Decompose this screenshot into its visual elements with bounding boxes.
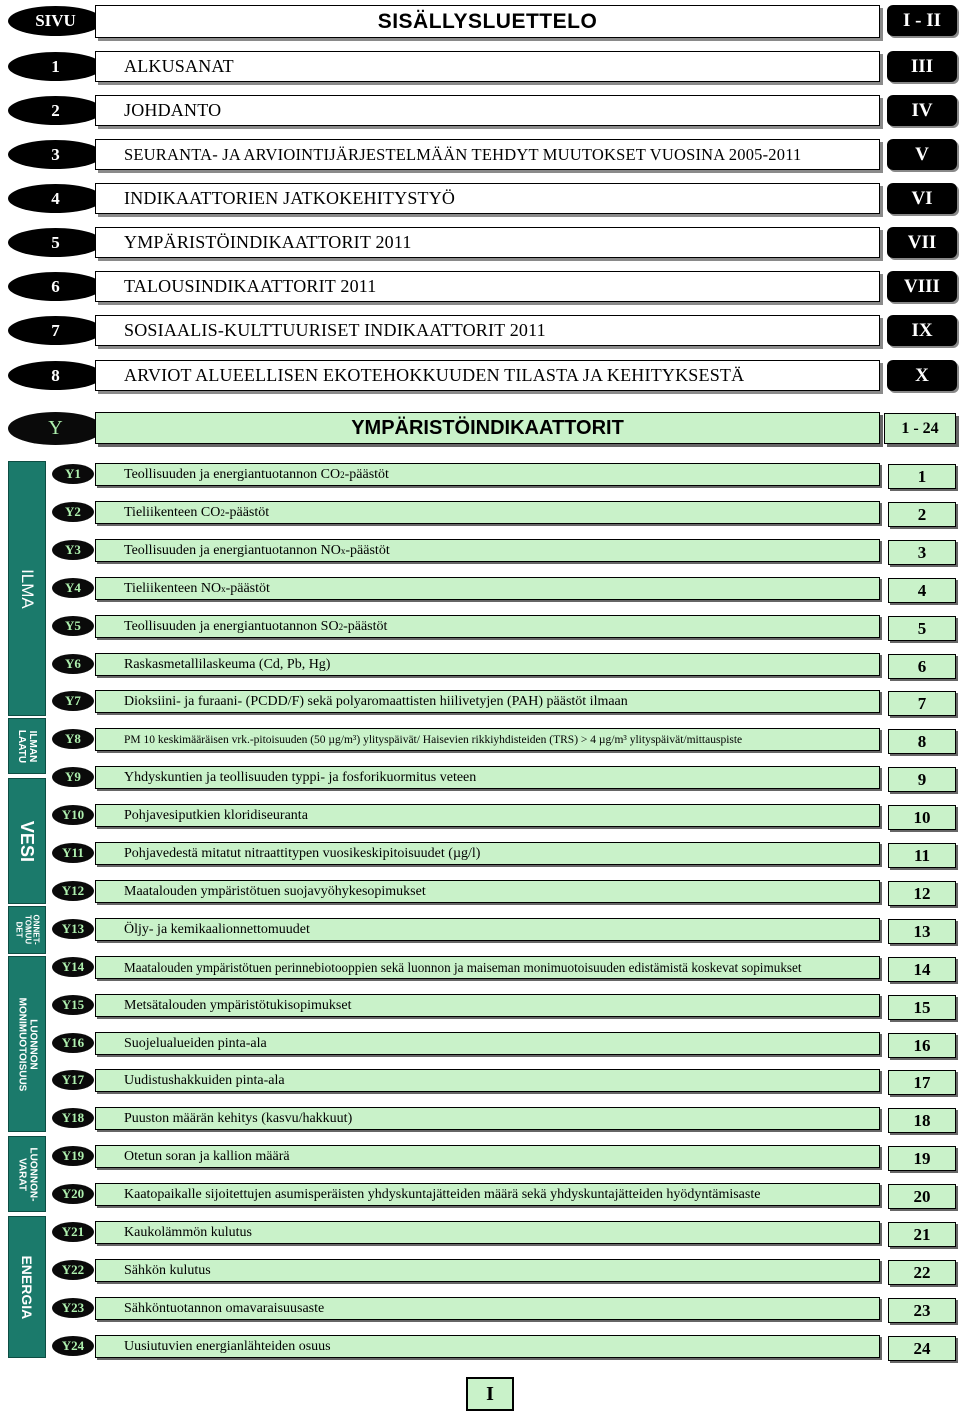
indicator-title[interactable]	[95, 994, 880, 1017]
indicator-title[interactable]	[95, 539, 880, 562]
indicator-code: Y13	[52, 919, 94, 939]
indicator-title-text: Tieliikenteen NO	[124, 580, 222, 596]
indicator-page: 10	[888, 805, 956, 830]
indicator-code: Y19	[52, 1146, 94, 1166]
indicator-title[interactable]	[95, 880, 880, 903]
indicator-title[interactable]	[95, 842, 880, 865]
chapter-number: 2	[8, 96, 103, 125]
indicator-code: Y22	[52, 1260, 94, 1280]
category-ilma: ILMA	[8, 461, 46, 716]
indicator-code: Y6	[52, 654, 94, 674]
indicator-title-text: Kaukolämmön kulutus	[124, 1224, 252, 1240]
category-onnettomuudet: ONNET- TOMUU DET	[8, 906, 46, 954]
indicator-code: Y3	[52, 540, 94, 560]
indicator-page: 22	[888, 1260, 956, 1285]
indicator-title[interactable]	[95, 766, 880, 789]
chapter-page: V	[887, 139, 957, 170]
indicator-title-text: Sähkön kulutus	[124, 1262, 211, 1278]
indicator-title[interactable]	[95, 918, 880, 941]
indicator-title-text: Pohjavedestä mitatut nitraattitypen vuosikeskipitoisuudet (µg/l)	[124, 845, 481, 861]
indicator-title-suffix: -päästöt	[345, 542, 390, 558]
chapter-number: 6	[8, 272, 103, 301]
indicator-title-suffix: -päästöt	[225, 580, 270, 596]
indicator-page: 13	[888, 919, 956, 944]
indicator-title[interactable]	[95, 728, 880, 751]
indicator-title-suffix: -päästöt	[343, 618, 388, 634]
chapter-number: 8	[8, 361, 103, 390]
indicator-code: Y11	[52, 843, 94, 863]
chapter-number: 5	[8, 228, 103, 257]
indicator-page: 21	[888, 1222, 956, 1247]
category-vesi: VESI	[8, 778, 46, 904]
chapter-title: JOHDANTO	[124, 100, 222, 120]
indicator-code: Y18	[52, 1108, 94, 1128]
section-y-title: YMPÄRISTÖINDIKAATTORIT	[351, 416, 624, 439]
indicator-code: Y7	[52, 691, 94, 711]
chapter-page: X	[887, 360, 957, 391]
indicator-page: 1	[888, 464, 956, 489]
indicator-page: 14	[888, 957, 956, 982]
chapter-page: IV	[887, 95, 957, 126]
indicator-title-text: Puuston määrän kehitys (kasvu/hakkuut)	[124, 1110, 353, 1126]
indicator-page: 18	[888, 1108, 956, 1133]
sivu-label: SIVU	[8, 6, 103, 36]
indicator-code: Y16	[52, 1033, 94, 1053]
indicator-title-text: Uusiutuvien energianlähteiden osuus	[124, 1338, 331, 1354]
indicator-page: 19	[888, 1146, 956, 1171]
indicator-title[interactable]	[95, 1183, 880, 1206]
indicator-code: Y10	[52, 805, 94, 825]
page-title-box	[95, 5, 880, 38]
indicator-code: Y2	[52, 502, 94, 522]
chapter-title-box[interactable]	[95, 183, 880, 214]
category-luonnon-monimuotoisuus: LUONNON MONIMUOTOISUUS	[8, 956, 46, 1132]
indicator-title-suffix: -päästöt	[224, 504, 270, 520]
chapter-title-box[interactable]	[95, 315, 880, 346]
indicator-title-subscript: x	[340, 545, 346, 556]
footer-page-number: I	[466, 1377, 514, 1411]
indicator-title-text: Maatalouden ympäristötuen suojavyöhykesopimukset	[124, 883, 426, 899]
section-y-code: Y	[8, 412, 103, 445]
chapter-page: IX	[887, 315, 957, 346]
indicator-code: Y17	[52, 1070, 94, 1090]
chapter-title-box[interactable]	[95, 139, 880, 170]
indicator-title[interactable]	[95, 1145, 880, 1168]
indicator-page: 12	[888, 881, 956, 906]
indicator-title[interactable]	[95, 1107, 880, 1130]
indicator-title-text: Raskasmetallilaskeuma (Cd, Pb, Hg)	[124, 656, 331, 672]
indicator-code: Y23	[52, 1298, 94, 1318]
indicator-title-text: Teollisuuden ja energiantuotannon SO	[124, 618, 339, 634]
chapter-title-box[interactable]	[95, 360, 880, 391]
indicator-title[interactable]	[95, 1259, 880, 1282]
indicator-title-text: Suojelualueiden pinta-ala	[124, 1035, 267, 1051]
indicator-title-text: Öljy- ja kemikaalionnettomuudet	[124, 921, 310, 937]
indicator-title[interactable]	[95, 1297, 880, 1320]
category-luonnonvarat: LUONNON- VARAT	[8, 1136, 46, 1212]
indicator-title[interactable]	[95, 804, 880, 827]
chapter-title-box[interactable]	[95, 51, 880, 82]
indicator-code: Y24	[52, 1336, 94, 1356]
indicator-title-text: Tieliikenteen CO	[124, 504, 221, 520]
chapter-title-box[interactable]	[95, 95, 880, 126]
indicator-page: 11	[888, 843, 956, 868]
chapter-number: 1	[8, 52, 103, 81]
indicator-title-text: Yhdyskuntien ja teollisuuden typpi- ja fosforikuormitus veteen	[124, 769, 477, 785]
indicator-title-text: Maatalouden ympäristötuen perinnebiotooppien sekä luonnon ja maiseman monimuotoisuuden edistämistä koskevat sopimukset	[124, 959, 802, 975]
chapter-number: 3	[8, 140, 103, 169]
indicator-code: Y14	[52, 957, 94, 977]
indicator-code: Y9	[52, 767, 94, 787]
indicator-code: Y8	[52, 729, 94, 749]
indicator-title-subscript: 2	[338, 621, 344, 632]
category-ilman-laatu: ILMAN LAATU	[8, 718, 46, 774]
chapter-page: VI	[887, 183, 957, 214]
indicator-title-subscript: 2	[340, 469, 345, 480]
chapter-page: III	[887, 51, 957, 82]
indicator-title-subscript: x	[221, 583, 226, 594]
indicator-title-text: PM 10 keskimääräisen vrk.-pitoisuuden (50 µg/m³) ylityspäivät/ Haisevien rikkiyhdisteiden (TRS) > 4 µg/m³ ylityspäivät/mittauspiste	[124, 733, 743, 746]
indicator-title-text: Dioksiini- ja furaani- (PCDD/F) sekä polyaromaattisten hiilivetyjen (PAH) päästöt ilmaan	[124, 693, 628, 709]
indicator-page: 15	[888, 995, 956, 1020]
chapter-title-box[interactable]	[95, 227, 880, 258]
indicator-title-text: Sähköntuotannon omavaraisuusaste	[124, 1300, 325, 1316]
indicator-title[interactable]	[95, 463, 880, 486]
indicator-title[interactable]	[95, 1069, 880, 1092]
indicator-code: Y12	[52, 881, 94, 901]
indicator-title[interactable]	[95, 1335, 880, 1358]
page-title: SISÄLLYSLUETTELO	[377, 9, 598, 33]
chapter-title-box[interactable]	[95, 271, 880, 302]
indicator-page: 4	[888, 578, 956, 603]
indicator-page: 5	[888, 616, 956, 641]
indicator-page: 23	[888, 1298, 956, 1323]
chapter-page: VIII	[887, 271, 957, 302]
indicator-page: 8	[888, 729, 956, 754]
indicator-page: 7	[888, 691, 956, 716]
indicator-title-text: Teollisuuden ja energiantuotannon NO	[124, 542, 341, 558]
indicator-title-text: Kaatopaikalle sijoitettujen asumisperäisten yhdyskuntajätteiden määrä sekä yhdyskuntajätteiden hyödyntämisaste	[124, 1186, 761, 1202]
indicator-title[interactable]	[95, 577, 880, 600]
indicator-title[interactable]	[95, 690, 880, 713]
indicator-title-text: Metsätalouden ympäristötukisopimukset	[124, 997, 352, 1013]
indicator-page: 3	[888, 540, 956, 565]
chapter-number: 4	[8, 184, 103, 213]
indicator-title[interactable]	[95, 653, 880, 676]
indicator-page: 20	[888, 1184, 956, 1209]
indicator-page: 17	[888, 1070, 956, 1095]
chapter-title: ALKUSANAT	[124, 56, 234, 76]
indicator-title-text: Pohjavesiputkien kloridiseuranta	[124, 807, 308, 823]
indicator-code: Y1	[52, 464, 94, 484]
chapter-number: 7	[8, 316, 103, 345]
indicator-code: Y21	[52, 1222, 94, 1242]
section-y-pages: 1 - 24	[884, 413, 956, 444]
chapter-title: SOSIAALIS-KULTTUURISET INDIKAATTORIT 2011	[124, 320, 546, 340]
chapter-title: YMPÄRISTÖINDIKAATTORIT 2011	[124, 232, 412, 252]
category-energia: ENERGIA	[8, 1216, 46, 1358]
indicator-title[interactable]	[95, 1221, 880, 1244]
indicator-title-suffix: -päästöt	[344, 466, 389, 482]
indicator-title-text: Teollisuuden ja energiantuotannon CO	[124, 466, 341, 482]
indicator-page: 16	[888, 1033, 956, 1058]
indicator-title-text: Uudistushakkuiden pinta-ala	[124, 1072, 285, 1088]
chapter-title: ARVIOT ALUEELLISEN EKOTEHOKKUUDEN TILASTA JA KEHITYKSESTÄ	[124, 365, 745, 385]
indicator-title[interactable]	[95, 956, 880, 979]
section-y-title-box	[95, 412, 880, 444]
indicator-title-subscript: 2	[220, 507, 225, 518]
chapter-title: SEURANTA- JA ARVIOINTIJÄRJESTELMÄÄN TEHDYT MUUTOKSET VUOSINA 2005-2011	[124, 144, 802, 164]
indicator-code: Y15	[52, 995, 94, 1015]
indicator-code: Y5	[52, 616, 94, 636]
chapter-title: INDIKAATTORIEN JATKOKEHITYSTYÖ	[124, 188, 456, 208]
indicator-title[interactable]	[95, 1032, 880, 1055]
indicator-code: Y20	[52, 1184, 94, 1204]
indicator-page: 9	[888, 767, 956, 792]
indicator-page: 2	[888, 502, 956, 527]
indicator-page: 6	[888, 654, 956, 679]
chapter-page: VII	[887, 227, 957, 258]
title-page-range: I - II	[887, 5, 957, 36]
indicator-title-text: Otetun soran ja kallion määrä	[124, 1148, 290, 1164]
indicator-title[interactable]	[95, 615, 880, 638]
indicator-code: Y4	[52, 578, 94, 598]
indicator-title[interactable]	[95, 501, 880, 524]
chapter-title: TALOUSINDIKAATTORIT 2011	[124, 276, 377, 296]
indicator-page: 24	[888, 1336, 956, 1361]
